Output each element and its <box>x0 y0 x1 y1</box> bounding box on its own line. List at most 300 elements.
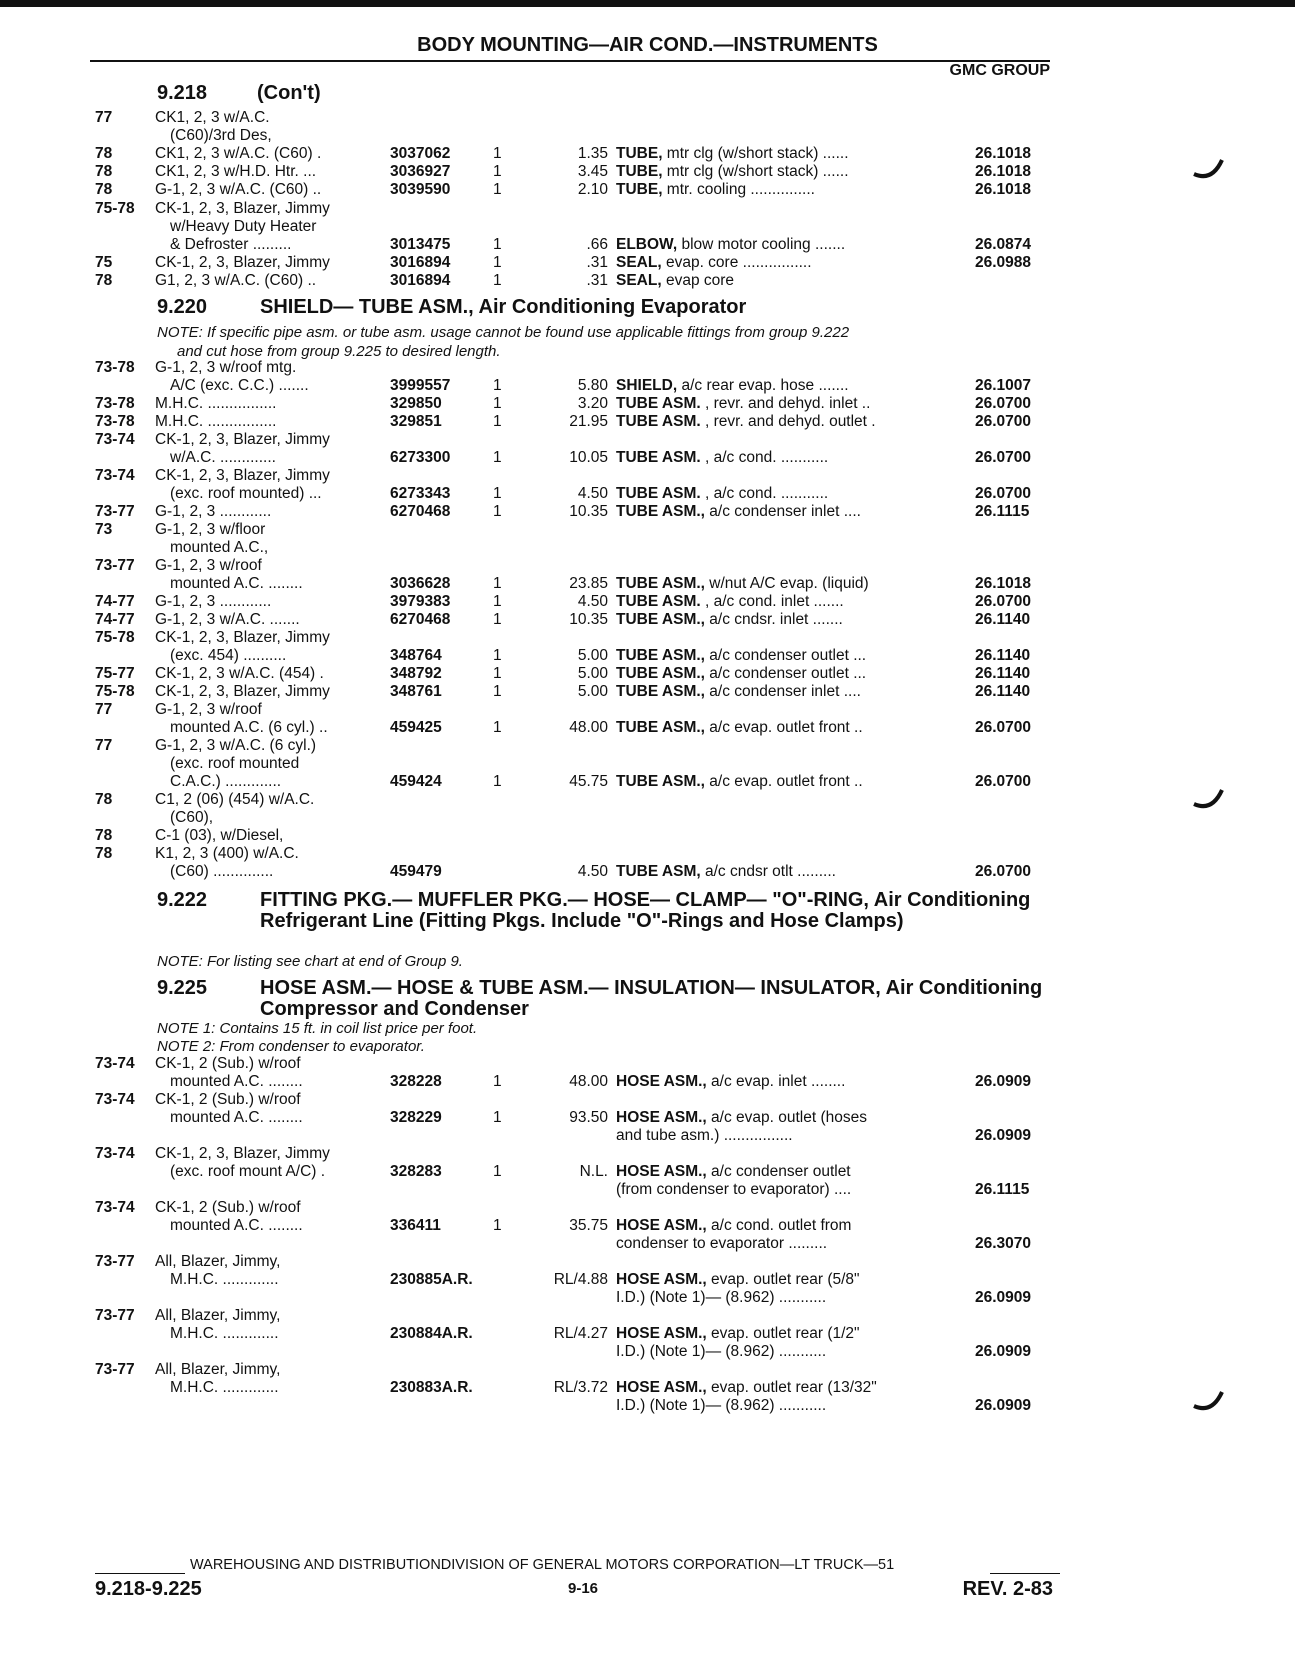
table-row <box>0 1252 1295 1271</box>
quantity: 1 <box>493 236 502 253</box>
binder-hole-mark <box>1192 1380 1226 1414</box>
description <box>616 1288 826 1307</box>
list-price: 10.35 <box>569 611 608 628</box>
table-row <box>0 1090 1295 1109</box>
quantity: 1 <box>493 1073 502 1090</box>
description <box>616 502 861 521</box>
description <box>616 271 734 290</box>
table-row <box>0 1072 1295 1091</box>
table-row <box>0 556 1295 575</box>
part-name: SHIELD, <box>616 377 678 394</box>
description-detail: evap core <box>661 272 735 289</box>
description <box>616 253 812 272</box>
title-rule <box>90 60 1050 62</box>
table-row <box>0 235 1295 254</box>
quantity: 1 <box>493 593 502 610</box>
class-number: 26.0700 <box>975 413 1032 430</box>
model-years: 73-74 <box>95 467 135 484</box>
model-years: 77 <box>95 109 113 126</box>
section-title: HOSE ASM.— HOSE & TUBE ASM.— INSULATION— INSULATOR, Air Conditioning Compressor and Condenser <box>260 977 1043 1020</box>
table-row <box>0 1162 1295 1181</box>
application: CK-1, 2, 3, Blazer, Jimmy <box>155 467 330 484</box>
note: NOTE: If specific pipe asm. or tube asm. usage cannot be found use applicable fittings from group 9.222 <box>157 324 850 341</box>
application: (exc. roof mounted) ... <box>170 485 322 502</box>
description <box>616 682 861 701</box>
class-number: 26.0700 <box>975 395 1032 412</box>
application: C1, 2 (06) (454) w/A.C. <box>155 791 315 808</box>
description-detail: a/c cndsr. inlet ....... <box>704 611 843 628</box>
class-number: 26.1115 <box>975 1181 1030 1198</box>
description-detail: mtr clg (w/short stack) ...... <box>662 145 849 162</box>
application: CK-1, 2 (Sub.) w/roof <box>155 1055 301 1072</box>
model-years: 73-74 <box>95 1145 135 1162</box>
application: G-1, 2, 3 w/roof <box>155 557 262 574</box>
description-detail: evap. core ................ <box>661 254 812 271</box>
quantity: 1 <box>493 683 502 700</box>
part-number: 3016894 <box>390 254 451 271</box>
application: mounted A.C. ........ <box>170 1217 303 1234</box>
model-years: 78 <box>95 845 113 862</box>
application: G-1, 2, 3 w/roof mtg. <box>155 359 297 376</box>
application: CK-1, 2, 3, Blazer, Jimmy <box>155 431 330 448</box>
description <box>616 235 845 254</box>
quantity: 1 <box>493 1217 502 1234</box>
description <box>616 574 869 593</box>
table-row <box>0 646 1295 665</box>
quantity: 1 <box>493 773 502 790</box>
table-row <box>0 108 1295 127</box>
part-name: HOSE ASM., <box>616 1163 707 1180</box>
note: NOTE 1: Contains 15 ft. in coil list price per foot. <box>157 1020 478 1037</box>
table-row <box>0 754 1295 773</box>
section-number: 9.222 <box>157 889 208 911</box>
model-years: 73-77 <box>95 1307 135 1324</box>
part-name: TUBE ASM., <box>616 503 705 520</box>
application: G-1, 2, 3 ............ <box>155 593 272 610</box>
model-years: 73-77 <box>95 503 135 520</box>
list-price: 1.35 <box>577 145 608 162</box>
table-row <box>0 144 1295 163</box>
revision-label: REV. 2-83 <box>962 1578 1053 1600</box>
model-years: 78 <box>95 163 113 180</box>
page-title: BODY MOUNTING—AIR COND.—INSTRUMENTS <box>417 34 878 56</box>
part-name: TUBE, <box>616 145 663 162</box>
application: CK-1, 2, 3, Blazer, Jimmy <box>155 200 330 217</box>
description-detail: a/c cond. outlet from <box>706 1217 852 1234</box>
description <box>616 1162 851 1181</box>
application: & Defroster ......... <box>170 236 292 253</box>
quantity: 1 <box>493 503 502 520</box>
table-row <box>0 126 1295 145</box>
list-price: 5.00 <box>577 665 608 682</box>
application: mounted A.C. ........ <box>170 1109 303 1126</box>
class-number: 26.0700 <box>975 485 1032 502</box>
part-name: TUBE, <box>616 163 663 180</box>
application: mounted A.C. ........ <box>170 1073 303 1090</box>
part-number: 3036628 <box>390 575 451 592</box>
application: mounted A.C. ........ <box>170 575 303 592</box>
description-detail: , revr. and dehyd. inlet .. <box>700 395 871 412</box>
list-price: 3.45 <box>577 163 608 180</box>
application: G-1, 2, 3 w/floor <box>155 521 266 538</box>
description-detail: and tube asm.) ................ <box>616 1127 793 1144</box>
part-name: ELBOW, <box>616 236 678 253</box>
application: M.H.C. ................ <box>155 413 277 430</box>
part-name: TUBE ASM. <box>616 485 701 502</box>
table-row <box>0 484 1295 503</box>
model-years: 78 <box>95 181 113 198</box>
part-number: 6273343 <box>390 485 451 502</box>
application: G-1, 2, 3 w/A.C. ....... <box>155 611 300 628</box>
part-number: 6273300 <box>390 449 451 466</box>
quantity: 1 <box>493 575 502 592</box>
table-row <box>0 1234 1295 1253</box>
description <box>616 448 828 467</box>
part-name: TUBE ASM., <box>616 575 705 592</box>
section-title: SHIELD— TUBE ASM., Air Conditioning Evaporator <box>260 296 747 318</box>
part-number: 329851 <box>390 413 442 430</box>
class-number: 26.0909 <box>975 1397 1032 1414</box>
class-number: 26.0700 <box>975 719 1032 736</box>
model-years: 73-78 <box>95 413 135 430</box>
list-price: .31 <box>586 254 608 271</box>
application: w/Heavy Duty Heater <box>170 218 317 235</box>
model-years: 73-78 <box>95 395 135 412</box>
class-number: 26.0909 <box>975 1073 1032 1090</box>
part-name: HOSE ASM., <box>616 1379 707 1396</box>
list-price: 10.35 <box>569 503 608 520</box>
list-price: 48.00 <box>569 1073 608 1090</box>
part-name: TUBE ASM. <box>616 593 701 610</box>
model-years: 74-77 <box>95 611 135 628</box>
table-row <box>0 199 1295 218</box>
quantity: 1 <box>493 272 502 289</box>
part-number: 230883A.R. <box>390 1379 473 1396</box>
application: (C60) .............. <box>170 863 274 880</box>
quantity: 1 <box>493 163 502 180</box>
description <box>616 376 849 395</box>
model-years: 74-77 <box>95 593 135 610</box>
table-row <box>0 844 1295 863</box>
table-row <box>0 253 1295 272</box>
quantity: 1 <box>493 485 502 502</box>
part-number: 459479 <box>390 863 442 880</box>
application: (C60), <box>170 809 214 826</box>
application: All, Blazer, Jimmy, <box>155 1361 281 1378</box>
part-number: 348764 <box>390 647 442 664</box>
model-years: 77 <box>95 701 113 718</box>
part-number: 3013475 <box>390 236 451 253</box>
application: CK1, 2, 3 w/A.C. <box>155 109 270 126</box>
part-number: 6270468 <box>390 503 451 520</box>
application: w/A.C. ............. <box>170 449 276 466</box>
model-years: 73-74 <box>95 1091 135 1108</box>
class-number: 26.0874 <box>975 236 1032 253</box>
table-row <box>0 502 1295 521</box>
table-row <box>0 862 1295 881</box>
table-row <box>0 1360 1295 1379</box>
part-name: HOSE ASM., <box>616 1217 707 1234</box>
description-detail: I.D.) (Note 1)— (8.962) ........... <box>616 1397 827 1414</box>
table-row <box>0 430 1295 449</box>
table-row <box>0 1054 1295 1073</box>
section-number: 9.220 <box>157 296 208 318</box>
list-price: RL/3.72 <box>553 1379 608 1396</box>
description <box>616 646 866 665</box>
application: CK1, 2, 3 w/A.C. (C60) . <box>155 145 322 162</box>
description-detail: blow motor cooling ....... <box>677 236 846 253</box>
description-detail: mtr. cooling ............... <box>662 181 815 198</box>
table-row <box>0 664 1295 683</box>
table-row <box>0 466 1295 485</box>
class-number: 26.1140 <box>975 683 1031 700</box>
model-years: 78 <box>95 272 113 289</box>
part-name: TUBE ASM., <box>616 683 705 700</box>
table-row <box>0 358 1295 377</box>
list-price: 5.80 <box>577 377 608 394</box>
section-number: 9.225 <box>157 977 208 999</box>
application: All, Blazer, Jimmy, <box>155 1253 281 1270</box>
application: M.H.C. ............. <box>170 1379 279 1396</box>
description-detail: w/nut A/C evap. (liquid) <box>704 575 869 592</box>
part-number: 3036927 <box>390 163 451 180</box>
quantity: 1 <box>493 719 502 736</box>
application: mounted A.C., <box>170 539 269 556</box>
description <box>616 772 863 791</box>
application: (C60)/3rd Des, <box>170 127 272 144</box>
list-price: 45.75 <box>569 773 608 790</box>
application: C.A.C.) ............. <box>170 773 282 790</box>
part-name: HOSE ASM., <box>616 1325 707 1342</box>
footer-text: WAREHOUSING AND DISTRIBUTIONDIVISION OF GENERAL MOTORS CORPORATION—LT TRUCK—51 <box>190 1557 895 1573</box>
part-number: 328229 <box>390 1109 442 1126</box>
table-row <box>0 448 1295 467</box>
model-years: 77 <box>95 737 113 754</box>
quantity: 1 <box>493 181 502 198</box>
description-detail: evap. outlet rear (5/8" <box>706 1271 860 1288</box>
table-row <box>0 1288 1295 1307</box>
table-row <box>0 592 1295 611</box>
description-detail: , a/c cond. inlet ....... <box>700 593 844 610</box>
table-row <box>0 394 1295 413</box>
application: CK-1, 2, 3, Blazer, Jimmy <box>155 1145 330 1162</box>
class-number: 26.1018 <box>975 163 1032 180</box>
class-number: 26.1018 <box>975 575 1032 592</box>
class-number: 26.3070 <box>975 1235 1032 1252</box>
part-number: 329850 <box>390 395 442 412</box>
description <box>616 592 844 611</box>
table-row <box>0 162 1295 181</box>
class-number: 26.0988 <box>975 254 1032 271</box>
note: and cut hose from group 9.225 to desired length. <box>177 343 501 360</box>
quantity: 1 <box>493 449 502 466</box>
description-detail: a/c evap. outlet front .. <box>704 773 863 790</box>
class-number: 26.0700 <box>975 449 1032 466</box>
application: CK1, 2, 3 w/H.D. Htr. ... <box>155 163 317 180</box>
part-name: HOSE ASM., <box>616 1073 707 1090</box>
description-detail: a/c evap. outlet (hoses <box>706 1109 867 1126</box>
list-price: 35.75 <box>569 1217 608 1234</box>
model-years: 73-74 <box>95 431 135 448</box>
quantity: 1 <box>493 1163 502 1180</box>
part-number: 3979383 <box>390 593 451 610</box>
table-row <box>0 1198 1295 1217</box>
table-row <box>0 180 1295 199</box>
application: CK-1, 2, 3, Blazer, Jimmy <box>155 629 330 646</box>
model-years: 73-77 <box>95 557 135 574</box>
application: mounted A.C. (6 cyl.) .. <box>170 719 328 736</box>
description <box>616 1072 845 1091</box>
description <box>616 412 876 431</box>
table-row <box>0 628 1295 647</box>
table-row <box>0 217 1295 236</box>
class-number: 26.0909 <box>975 1289 1032 1306</box>
application: A/C (exc. C.C.) ....... <box>170 377 309 394</box>
class-number: 26.1140 <box>975 665 1031 682</box>
description-detail: a/c condenser inlet .... <box>704 683 861 700</box>
application: C-1 (03), w/Diesel, <box>155 827 284 844</box>
table-row <box>0 1144 1295 1163</box>
class-number: 26.1018 <box>975 181 1032 198</box>
description-detail: , a/c cond. ........... <box>700 449 829 466</box>
description <box>616 610 843 629</box>
description-detail: a/c condenser outlet <box>706 1163 851 1180</box>
description-detail: a/c rear evap. hose ....... <box>677 377 849 394</box>
model-years: 73-77 <box>95 1253 135 1270</box>
model-years: 75-78 <box>95 200 135 217</box>
model-years: 73-74 <box>95 1055 135 1072</box>
class-number: 26.0700 <box>975 773 1032 790</box>
list-price: 2.10 <box>577 181 608 198</box>
description-detail: evap. outlet rear (1/2" <box>706 1325 860 1342</box>
model-years: 75-78 <box>95 683 135 700</box>
description-detail: a/c evap. inlet ........ <box>706 1073 846 1090</box>
description-detail: a/c condenser outlet ... <box>704 647 867 664</box>
part-number: 336411 <box>390 1217 441 1234</box>
group-label: GMC GROUP <box>949 62 1050 79</box>
description <box>616 718 863 737</box>
quantity: 1 <box>493 413 502 430</box>
description <box>616 484 828 503</box>
part-number: 459425 <box>390 719 442 736</box>
list-price: .66 <box>586 236 608 253</box>
part-name: TUBE ASM., <box>616 611 705 628</box>
part-name: SEAL, <box>616 272 662 289</box>
note: NOTE: For listing see chart at end of Group 9. <box>157 953 463 970</box>
table-row <box>0 772 1295 791</box>
application: CK-1, 2, 3, Blazer, Jimmy <box>155 254 330 271</box>
table-row <box>0 682 1295 701</box>
description-detail: a/c condenser inlet .... <box>704 503 861 520</box>
binder-hole-mark <box>1192 148 1226 182</box>
description <box>616 1270 860 1289</box>
table-row <box>0 790 1295 809</box>
list-price: 4.50 <box>577 593 608 610</box>
part-number: 3039590 <box>390 181 451 198</box>
quantity: 1 <box>493 611 502 628</box>
quantity: 1 <box>493 254 502 271</box>
section-title: FITTING PKG.— MUFFLER PKG.— HOSE— CLAMP— "O"-RING, Air Conditioning Refrigerant Line (Fitting Pkgs. Include "O"-Rings and Hose Clamps) <box>260 889 1031 932</box>
part-name: TUBE ASM. <box>616 449 701 466</box>
description <box>616 1180 851 1199</box>
part-number: 328228 <box>390 1073 442 1090</box>
description <box>616 1234 827 1253</box>
description-detail: mtr clg (w/short stack) ...... <box>662 163 849 180</box>
list-price: 4.50 <box>577 863 608 880</box>
note: NOTE 2: From condenser to evaporator. <box>157 1038 425 1055</box>
application: M.H.C. ............. <box>170 1271 279 1288</box>
top-border <box>0 0 1295 7</box>
table-row <box>0 1396 1295 1415</box>
model-years: 78 <box>95 827 113 844</box>
quantity: 1 <box>493 145 502 162</box>
list-price: 4.50 <box>577 485 608 502</box>
list-price: 10.05 <box>569 449 608 466</box>
part-name: TUBE ASM, <box>616 863 701 880</box>
table-row <box>0 1306 1295 1325</box>
class-number: 26.1140 <box>975 647 1031 664</box>
quantity: 1 <box>493 377 502 394</box>
description <box>616 1126 793 1145</box>
description <box>616 1216 851 1235</box>
application: K1, 2, 3 (400) w/A.C. <box>155 845 299 862</box>
part-name: TUBE ASM., <box>616 719 705 736</box>
list-price: RL/4.27 <box>553 1325 608 1342</box>
table-row <box>0 1216 1295 1235</box>
description-detail: condenser to evaporator ......... <box>616 1235 828 1252</box>
part-number: 230884A.R. <box>390 1325 473 1342</box>
table-row <box>0 1270 1295 1289</box>
table-row <box>0 376 1295 395</box>
quantity: 1 <box>493 395 502 412</box>
application: M.H.C. ................ <box>155 395 277 412</box>
description <box>616 1324 860 1343</box>
list-price: 48.00 <box>569 719 608 736</box>
description-detail: I.D.) (Note 1)— (8.962) ........... <box>616 1343 827 1360</box>
application: G-1, 2, 3 w/A.C. (6 cyl.) <box>155 737 317 754</box>
table-row <box>0 1180 1295 1199</box>
list-price: .31 <box>586 272 608 289</box>
application: CK-1, 2, 3, Blazer, Jimmy <box>155 683 330 700</box>
table-row <box>0 1126 1295 1145</box>
class-number: 26.0700 <box>975 863 1032 880</box>
table-row <box>0 718 1295 737</box>
table-row <box>0 1342 1295 1361</box>
part-number: 348761 <box>390 683 442 700</box>
model-years: 75-78 <box>95 629 135 646</box>
description-detail: a/c evap. outlet front .. <box>704 719 863 736</box>
description <box>616 162 849 181</box>
model-years: 78 <box>95 145 113 162</box>
model-years: 73-74 <box>95 1199 135 1216</box>
table-row <box>0 271 1295 290</box>
description <box>616 394 870 413</box>
part-name: TUBE ASM., <box>616 773 705 790</box>
table-row <box>0 1108 1295 1127</box>
description-detail: (from condenser to evaporator) .... <box>616 1181 852 1198</box>
description-detail: a/c condenser outlet ... <box>704 665 867 682</box>
description <box>616 1396 826 1415</box>
model-years: 75 <box>95 254 113 271</box>
description <box>616 1378 877 1397</box>
model-years: 78 <box>95 791 113 808</box>
list-price: 93.50 <box>569 1109 608 1126</box>
model-years: 75-77 <box>95 665 135 682</box>
description-detail: , a/c cond. ........... <box>700 485 829 502</box>
model-years: 73 <box>95 521 113 538</box>
footer-section-range: 9.218-9.225 <box>95 1578 202 1600</box>
table-row <box>0 736 1295 755</box>
